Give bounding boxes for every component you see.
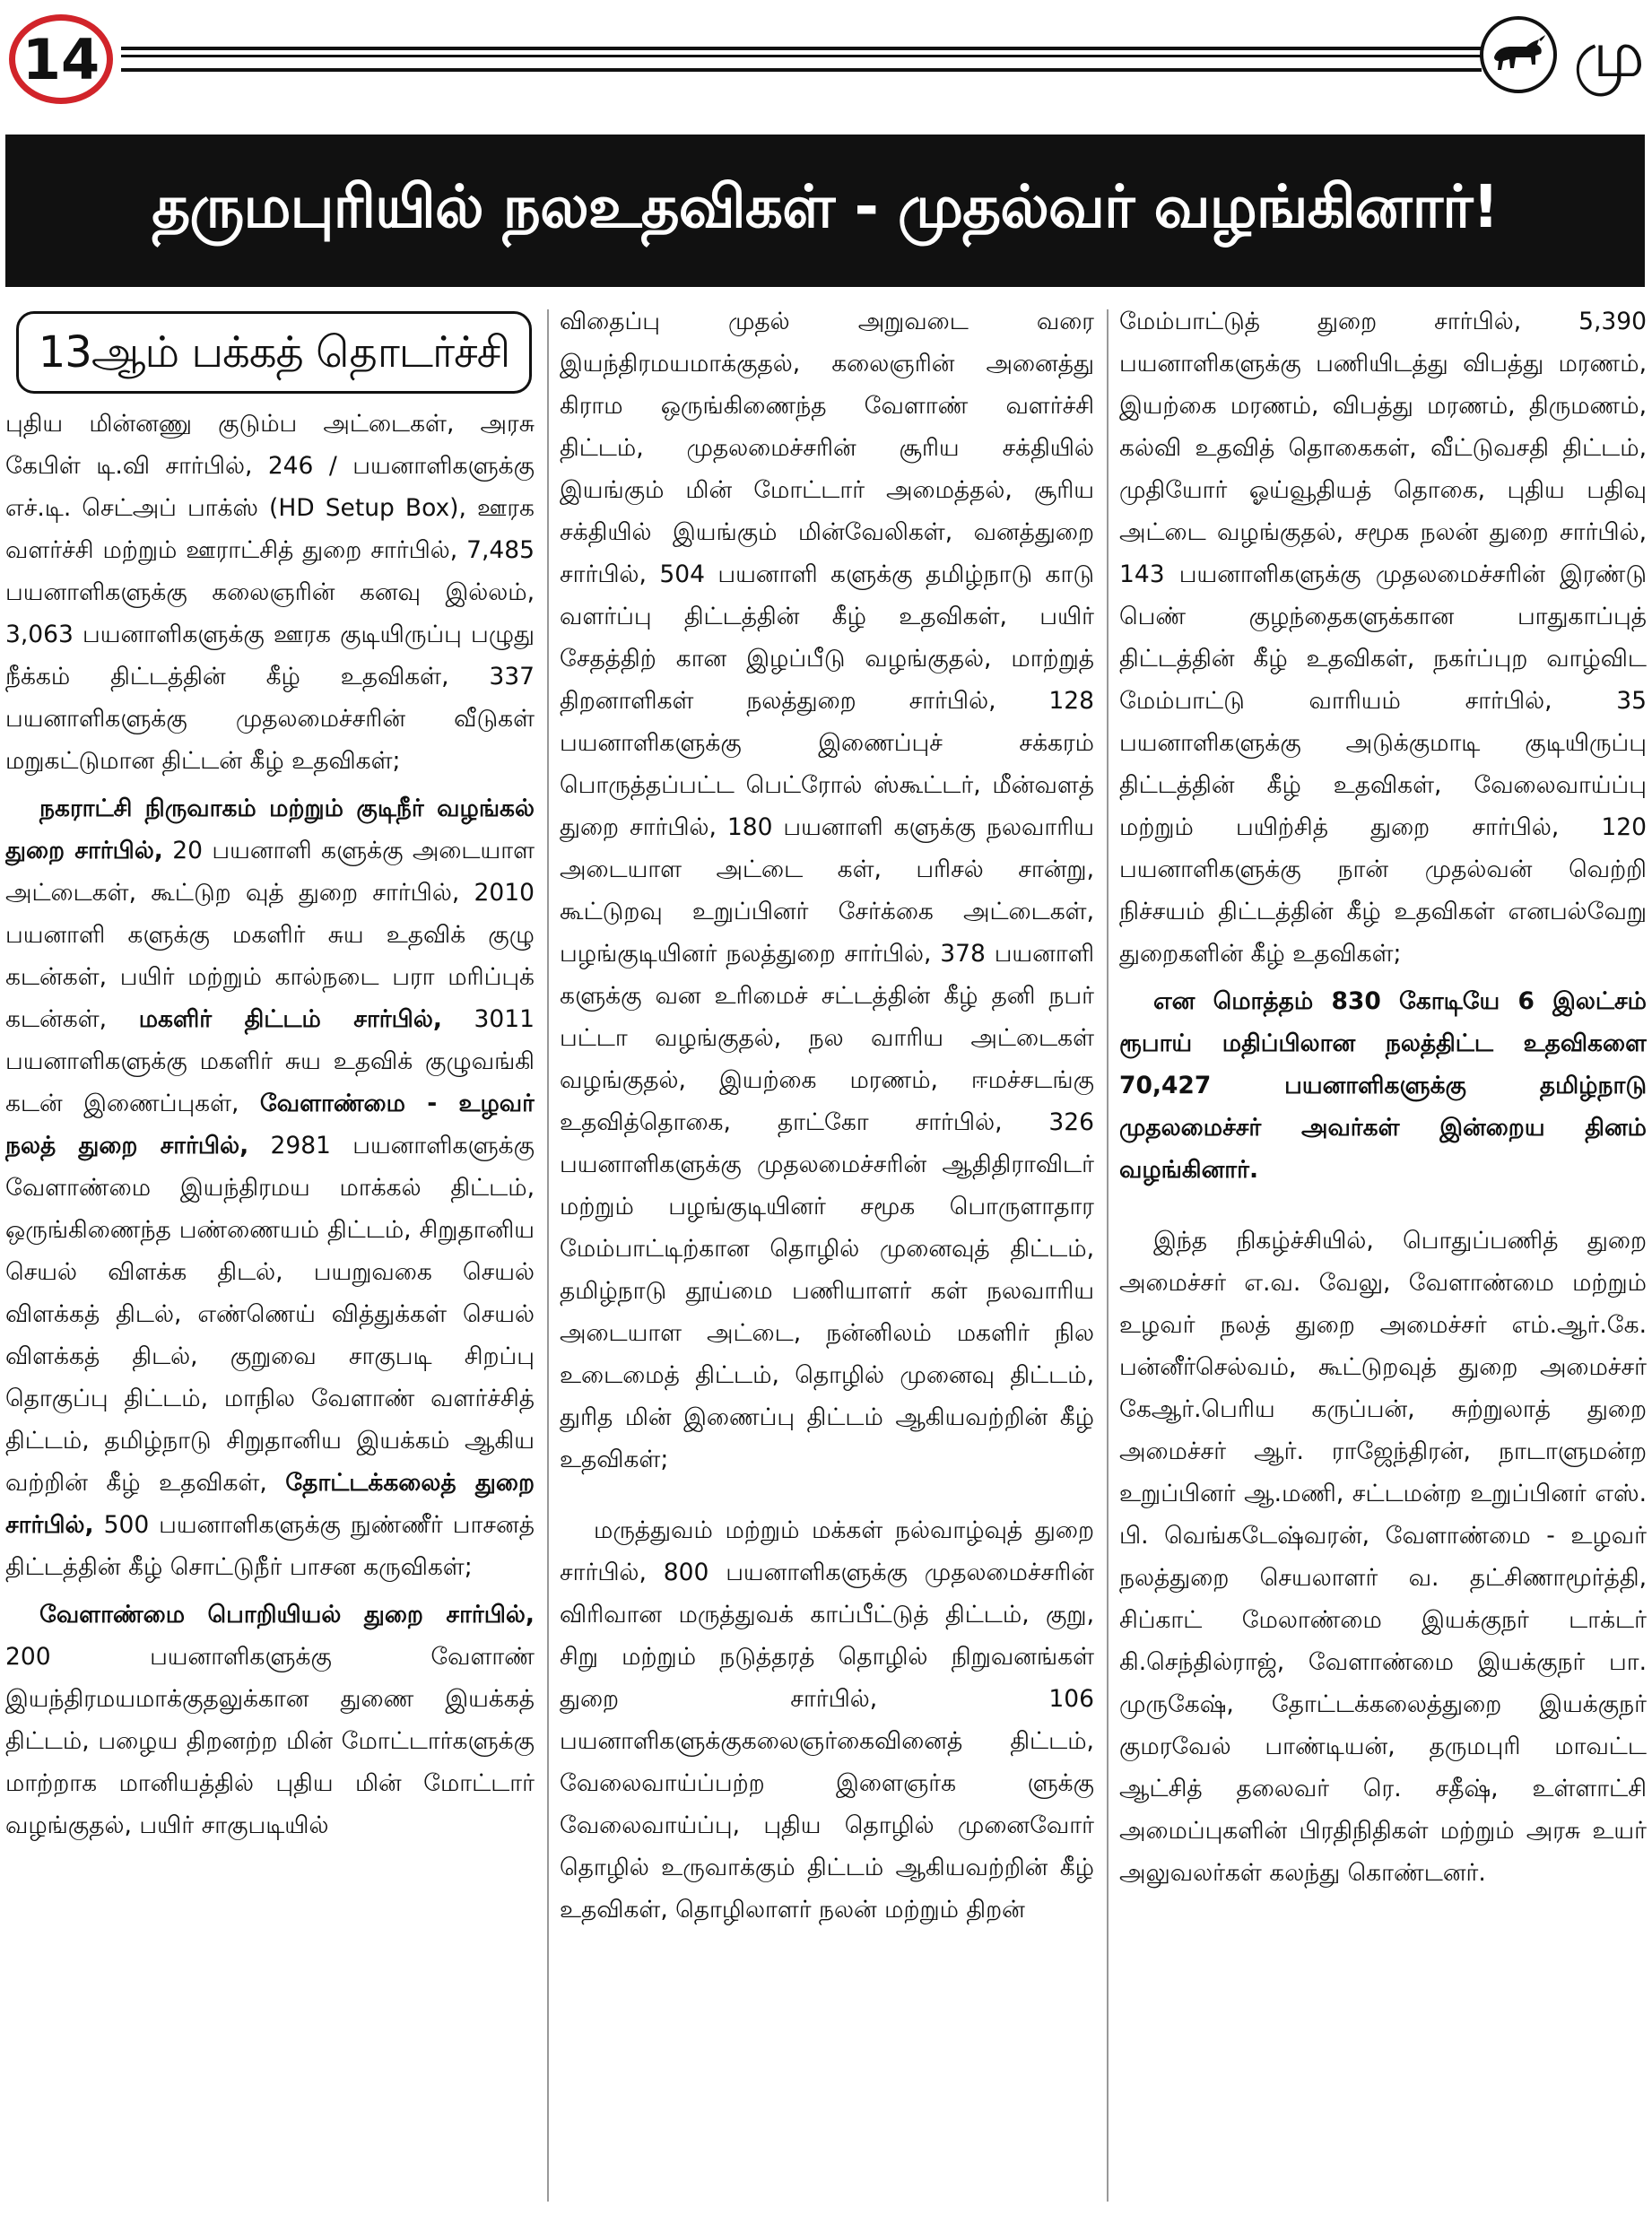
paragraph: வேளாண்மை பொறியியல் துறை சார்பில், 200 பயனாளிகளுக்கு வேளாண் இயந்திரமயமாக்குதலுக்கான துணை இயக்கத் திட்டம், பழைய திறனற்ற மின் மோட்டார்களுக்கு மாற்றாக மானியத்தில் புதிய மின் மோட்டார் வழங்குதல், பயிர் சாகுபடியில் <box>5 1601 535 1839</box>
paragraph: நகராட்சி நிருவாகம் மற்றும் குடிநீர் வழங்கல் துறை சார்பில், 20 பயனாளி களுக்கு அடையாள அட்டைகள், கூட்டுற வுத் துறை சார்பில், 2010 பயனாளி களுக்கு மகளிர் சுய உதவிக் குழு கடன்கள், பயிர் மற்றும் கால்நடை பரா மரிப்புக் கடன்கள், மகளிர் திட்டம் சார்பில், 3011 பயனாளிகளுக்கு மகளிர் சுய உதவிக் குழுவங்கி கடன் இணைப்புகள், வேளாண்மை - உழவர் நலத் துறை சார்பில், 2981 பயனாளிகளுக்கு வேளாண்மை இயந்திரமய மாக்கல் திட்டம், ஒருங்கிணைந்த பண்ணையம் திட்டம், சிறுதானிய செயல் விளக்க திடல், பயறுவகை செயல் விளக்கத் திடல், எண்ணெய் வித்துக்கள் செயல் விளக்கத் திடல், குறுவை சாகுபடி சிறப்பு தொகுப்பு திட்டம், மாநில வேளாண் வளர்ச்சித் திட்டம், தமிழ்நாடு சிறுதானிய இயக்கம் ஆகிய வற்றின் கீழ் உதவிகள், தோட்டக்கலைத் துறை சார்பில், 500 பயனாளிகளுக்கு நுண்ணீர் பாசனத் திட்டத்தின் கீழ் சொட்டுநீர் பாசன கருவிகள்; <box>5 795 535 1581</box>
bold-lead: மகளிர் திட்டம் சார்பில், <box>138 1005 442 1033</box>
page-header <box>0 0 1652 121</box>
masthead-letter: மு <box>1573 16 1645 91</box>
bold-lead: வேளாண்மை பொறியியல் துறை சார்பில், <box>39 1601 535 1629</box>
column-3 <box>1119 300 1647 2215</box>
paragraph: மருத்துவம் மற்றும் மக்கள் நல்வாழ்வுத் துறை சார்பில், 800 பயனாளிகளுக்கு முதலமைச்சரின் விரிவான மருத்துவக் காப்பீட்டுத் திட்டம், குறு, சிறு மற்றும் நடுத்தரத் தொழில் நிறுவனங்கள் துறை சார்பில், 106 பயனாளிகளுக்குகலைஞர்கைவினைத் திட்டம், வேலைவாய்ப்பற்ற இளைஞர்க ளுக்கு வேலைவாய்ப்பு, புதிய தொழில் முனைவோர் தொழில் உருவாக்கும் திட்டம் ஆகியவற்றின் கீழ் உதவிகள், தொழிலாளர் நலன் மற்றும் திறன் <box>560 1516 1094 1924</box>
paragraph: விதைப்பு முதல் அறுவடை வரை இயந்திரமயமாக்குதல், கலைஞரின் அனைத்து கிராம ஒருங்கிணைந்த வேளாண் வளர்ச்சி திட்டம், முதலமைச்சரின் சூரிய சக்தியில் இயங்கும் மின் மோட்டார் அமைத்தல், சூரிய சக்தியில் இயங்கும் மின்வேலிகள், வனத்துறை சார்பில், 504 பயனாளி களுக்கு தமிழ்நாடு காடு வளர்ப்பு திட்டத்தின் கீழ் உதவிகள், பயிர் சேதத்திற் கான இழப்பீடு வழங்குதல், மாற்றுத் திறனாளிகள் நலத்துறை சார்பில், 128 பயனாளிகளுக்கு இணைப்புச் சக்கரம் பொருத்தப்பட்ட பெட்ரோல் ஸ்கூட்டர், மீன்வளத் துறை சார்பில், 180 பயனாளி களுக்கு நலவாரிய அடையாள அட்டை கள், பரிசல் சான்று, கூட்டுறவு உறுப்பினர் சேர்க்கை அட்டைகள், பழங்குடியினர் நலத்துறை சார்பில், 378 பயனாளி களுக்கு வன உரிமைச் சட்டத்தின் கீழ் தனி நபர் பட்டா வழங்குதல், நல வாரிய அட்டைகள் வழங்குதல், இயற்கை மரணம், ஈமச்சடங்கு உதவித்தொகை, தாட்கோ சார்பில், 326 பயனாளிகளுக்கு முதலமைச்சரின் ஆதிதிராவிடர் மற்றும் பழங்குடியினர் சமூக பொருளாதார மேம்பாட்டிற்கான தொழில் முனைவுத் திட்டம், தமிழ்நாடு தூய்மை பணியாளர் கள் நலவாரிய அடையாள அட்டை, நன்னிலம் மகளிர் நில உடைமைத் திட்டம், தொழில் முனைவு திட்டம், துரித மின் இணைப்பு திட்டம் ஆகியவற்றின் கீழ் உதவிகள்; <box>560 308 1094 1473</box>
bull-logo-icon <box>1480 16 1557 93</box>
page-number-badge <box>9 14 113 104</box>
continued-label: 13ஆம் பக்கத் தொடர்ச்சி <box>16 311 532 394</box>
header-rule <box>121 47 1482 72</box>
bold-lead: வேளாண்மை - உழவர் நலத் துறை சார்பில், <box>5 1090 535 1160</box>
column-2 <box>560 300 1094 2215</box>
paragraph: மேம்பாட்டுத் துறை சார்பில், 5,390 பயனாளிகளுக்கு பணியிடத்து விபத்து மரணம், இயற்கை மரணம், விபத்து மரணம், திருமணம், கல்வி உதவித் தொகைகள், வீட்டுவசதி திட்டம், முதியோர் ஓய்வூதியத் தொகை, புதிய பதிவு அட்டை வழங்குதல், சமூக நலன் துறை சார்பில், 143 பயனாளிகளுக்கு முதலமைச்சரின் இரண்டு பெண் குழந்தைகளுக்கான பாதுகாப்புத் திட்டத்தின் கீழ் உதவிகள், நகர்ப்புற வாழ்விட மேம்பாட்டு வாரியம் சார்பில், 35 பயனாளிகளுக்கு அடுக்குமாடி குடியிருப்பு திட்டத்தின் கீழ் உதவிகள், வேலைவாய்ப்பு மற்றும் பயிற்சித் துறை சார்பில், 120 பயனாளிகளுக்கு நான் முதல்வன் வெற்றி நிச்சயம் திட்டத்தின் கீழ் உதவிகள் எனபல்வேறு துறைகளின் கீழ் உதவிகள்; <box>1119 308 1647 968</box>
article-body <box>0 300 1652 2215</box>
bold-lead: தோட்டக்கலைத் துறை சார்பில், <box>5 1469 535 1539</box>
paragraph: புதிய மின்னணு குடும்ப அட்டைகள், அரசு கேபிள் டி.வி சார்பில், 246 / பயனாளிகளுக்கு எச்.டி. செட்அப் பாக்ஸ் (HD Setup Box), ஊரக வளர்ச்சி மற்றும் ஊராட்சித் துறை சார்பில், 7,485 பயனாளிகளுக்கு கலைஞரின் கனவு இல்லம், 3,063 பயனாளிகளுக்கு ஊரக குடியிருப்பு பழுது நீக்கம் திட்டத்தின் கீழ் உதவிகள், 337 பயனாளிகளுக்கு முதலமைச்சரின் வீடுகள் மறுகட்டுமான திட்டன் கீழ் உதவிகள்; <box>5 410 535 775</box>
bold-lead: நகராட்சி நிருவாகம் மற்றும் குடிநீர் வழங்கல் துறை சார்பில், <box>5 795 535 864</box>
summary-paragraph: என மொத்தம் 830 கோடியே 6 இலட்சம் ரூபாய் மதிப்பிலான நலத்திட்ட உதவிகளை 70,427 பயனாளிகளுக்கு தமிழ்நாடு முதலமைச்சர் அவர்கள் இன்றைய தினம் வழங்கினார். <box>1119 987 1647 1184</box>
paragraph: இந்த நிகழ்ச்சியில், பொதுப்பணித் துறை அமைச்சர் எ.வ. வேலு, வேளாண்மை மற்றும் உழவர் நலத் துறை அமைச்சர் எம்.ஆர்.கே. பன்னீர்செல்வம், கூட்டுறவுத் துறை அமைச்சர் கேஆர்.பெரிய கருப்பன், சுற்றுலாத் துறை அமைச்சர் ஆர். ராஜேந்திரன், நாடாளுமன்ற உறுப்பினர் ஆ.மணி, சட்டமன்ற உறுப்பினர் எஸ். பி. வெங்கடேஷ்வரன், வேளாண்மை - உழவர் நலத்துறை செயலாளர் வ. தட்சிணாமூர்த்தி, சிப்காட் மேலாண்மை இயக்குநர் டாக்டர் கி.செந்தில்ராஜ், வேளாண்மை இயக்குநர் பா. முருகேஷ், தோட்டக்கலைத்துறை இயக்குநர் குமரவேல் பாண்டியன், தருமபுரி மாவட்ட ஆட்சித் தலைவர் ரெ. சதீஷ், உள்ளாட்சி அமைப்புகளின் பிரதிநிதிகள் மற்றும் அரசு உயர் அலுவலர்கள் கலந்து கொண்டனர். <box>1119 1227 1647 1887</box>
headline: தருமபுரியில் நலஉதவிகள் - முதல்வர் வழங்கினார்! <box>5 135 1645 287</box>
page-number: 14 <box>22 26 100 92</box>
column-1 <box>5 300 535 2215</box>
